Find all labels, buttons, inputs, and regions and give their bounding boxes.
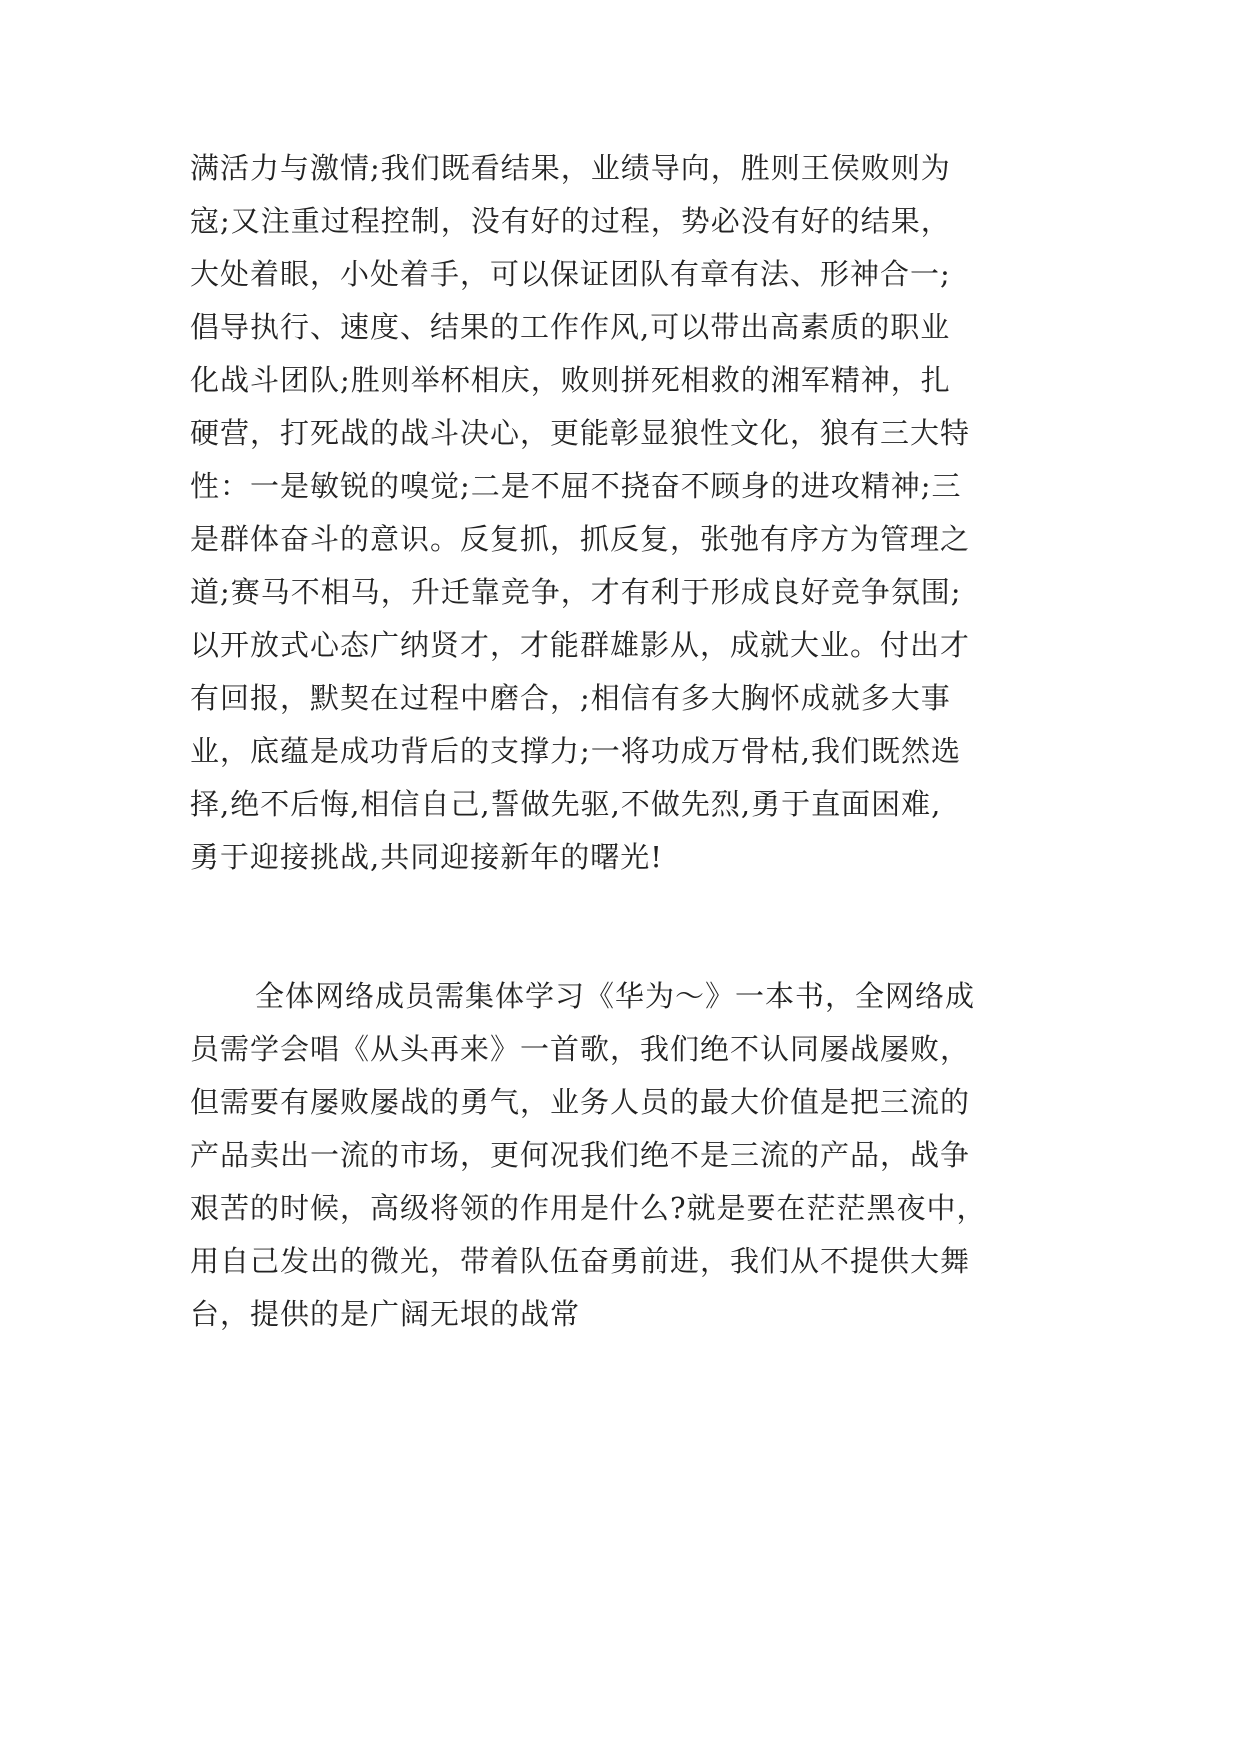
text-line: 大处着眼，小处着手，可以保证团队有章有法、形神合一;	[190, 257, 951, 291]
text-line: 有回报，默契在过程中磨合，;相信有多大胸怀成就多大事	[190, 681, 951, 715]
text-line: 但需要有屡败屡战的勇气，业务人员的最大价值是把三流的	[190, 1085, 971, 1119]
text-line: 是群体奋斗的意识。反复抓，抓反复，张弛有序方为管理之	[190, 522, 971, 556]
text-line: 业，底蕴是成功背后的支撑力;一将功成万骨枯,我们既然选	[190, 734, 961, 768]
text-line: 勇于迎接挑战,共同迎接新年的曙光!	[190, 840, 663, 874]
text-line: 满活力与激情;我们既看结果，业绩导向，胜则王侯败则为	[190, 151, 951, 185]
text-line: 艰苦的时候，高级将领的作用是什么?就是要在茫茫黑夜中，	[190, 1191, 987, 1225]
text-line: 以开放式心态广纳贤才，才能群雄影从，成就大业。付出才	[190, 628, 971, 662]
text-line: 全体网络成员需集体学习《华为～》一本书，全网络成	[255, 979, 976, 1013]
text-line: 产品卖出一流的市场，更何况我们绝不是三流的产品，战争	[190, 1138, 971, 1172]
text-line: 用自己发出的微光，带着队伍奋勇前进，我们从不提供大舞	[190, 1244, 971, 1278]
text-line: 道;赛马不相马，升迁靠竞争，才有利于形成良好竞争氛围;	[190, 575, 962, 609]
text-line: 化战斗团队;胜则举杯相庆，败则拼死相救的湘军精神，扎	[190, 363, 951, 397]
text-line: 倡导执行、速度、结果的工作作风,可以带出高素质的职业	[190, 310, 951, 344]
text-line: 硬营，打死战的战斗决心，更能彰显狼性文化，狼有三大特	[190, 416, 971, 450]
text-line: 择,绝不后悔,相信自己,誓做先驱,不做先烈,勇于直面困难,	[190, 787, 942, 821]
text-line: 寇;又注重过程控制，没有好的过程，势必没有好的结果，	[190, 204, 951, 238]
text-line: 员需学会唱《从头再来》一首歌，我们绝不认同屡战屡败，	[190, 1032, 971, 1066]
text-line: 性：一是敏锐的嗅觉;二是不屈不挠奋不顾身的进攻精神;三	[190, 469, 962, 503]
text-line: 台，提供的是广阔无垠的战常	[190, 1297, 581, 1331]
